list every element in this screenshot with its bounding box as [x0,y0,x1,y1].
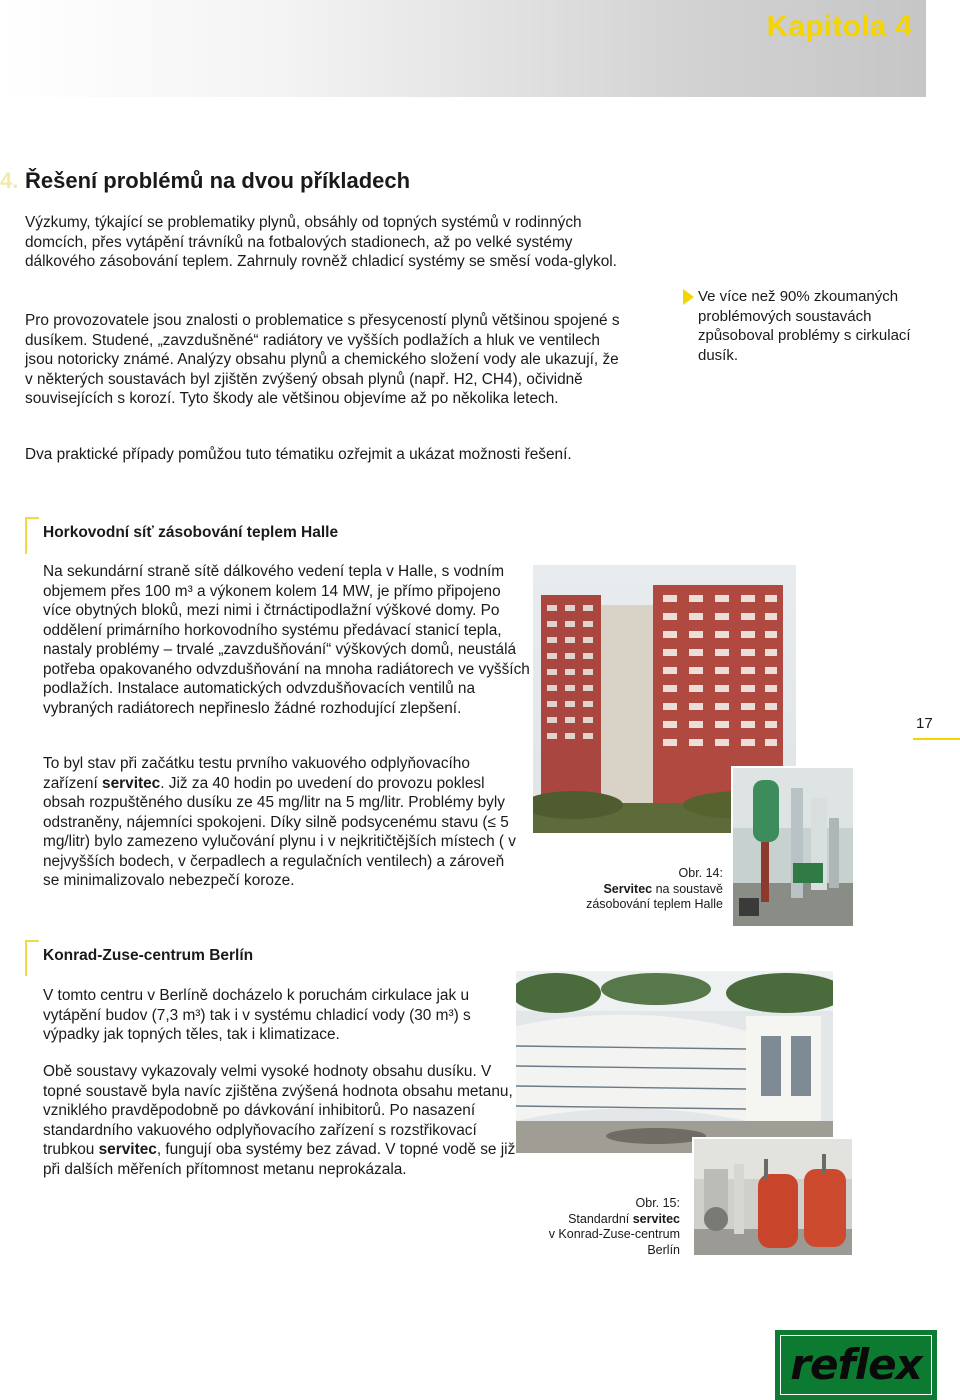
side-note: Ve více než 90% zkoumaných problémových soustavách způsoboval problémy s cirkulací dusík. [698,288,911,364]
intro-paragraph-3: Dva praktické případy pomůžou tuto tématiku ozřejmit a ukázat možnosti řešení. [25,446,572,463]
servitec-berlin-photo [692,1137,854,1257]
case1-body-2: To byl stav při začátku testu prvního vakuového odplyňovacího zařízení servitec. Již za 40 hodin po uvedení do provozu poklesl obsah rozpuštěného dusíku ze 45 mg/litr na 5 mg/litr. Problémy byly odstraněny, nájemníci spokojeni. Díky silně podsycenému stavu (≤ 5 mg/litr) bylo zamezeno vylučování plynu i v nejkritičtějších místech ( v nejvyšších bodech, v čerpadlech a regulačních ventilech) a zároveň se minimalizovalo nebezpečí koroze. [43,755,516,889]
logo-frame [780,1335,932,1395]
heading-corner-vertical [25,517,27,554]
intro-paragraph-1: Výzkumy, týkající se problematiky plynů, obsáhly od topných systémů v rodinných domcích, přes vytápění trávníků na fotbalových stadionech, až po velké systémy dálkového zásobování teplem. Zahrnuly rovněž chladicí systémy se směsí voda-glykol. [25,214,617,270]
berlin-building-photo [516,971,833,1153]
section-title: Řešení problémů na dvou příkladech [25,168,411,193]
case2-heading: Konrad-Zuse-centrum Berlín [43,947,254,964]
case1-body-1: Na sekundární straně sítě dálkového vedení tepla v Halle, s vodním objemem přes 100 m³ a výkonem kolem 14 MW, je přímo připojeno více obytných bloků, mezi nimi i čtrnáctipodlažní výškové domy. Po oddělení primárního horkovodního systému předávací stanicí tepla, nastaly problémy – trvalé „zavzdušňování“ výškových domů, neustálá potřeba opakovaného odvzdušňování na mnoha radiátorech ve vyšších podlažích. Instalace automatických odvzdušňovacích ventilů na vybraných radiátorech nepřineslo žádné rozhodující zlepšení. [43,563,530,717]
figure-14-caption: Obr. 14: Servitec na soustavě zásobování teplem Halle [586,866,723,911]
heading-corner-horizontal [25,517,39,519]
section-number: 4. [0,168,19,193]
reflex-logo [775,1330,937,1400]
chapter-label: Kapitola 4 [766,10,912,43]
product-name: servitec [98,1141,157,1158]
side-note-arrow-icon [683,289,694,305]
figure-15-caption: Obr. 15: Standardní servitec v Konrad-Zuse-centrum Berlín [548,1196,680,1257]
logo-wordmark: reflex [790,1340,922,1389]
intro-paragraph-2: Pro provozovatele jsou znalosti o problematice s přesyceností plynů většinou spojené s dusíkem. Studené, „zavzdušněné“ radiátory ve vyšších podlažích a hluk ve ventilech jsou notoricky známé. Analýzy obsahu plynů a chemického složení vody ale ukazují, že v některých soustavách byl zjištěn zvýšený obsah plynů (např. H2, CH4), očividně souvisejících s korozí. Tyto škody ale většinou objevíme až po několika letech. [25,312,620,407]
case2-body-1: V tomto centru v Berlíně docházelo k poruchám cirkulace jak u vytápění budov (7,3 m³) tak i v systému chladicí vody (30 m³) s výpadky jak topných těles, tak i klimatizace. [43,987,471,1043]
heading-corner-horizontal [25,940,39,942]
page-number: 17 [916,715,933,732]
page-number-underline [913,738,960,740]
product-name: servitec [102,774,161,792]
heading-corner-vertical [25,940,27,976]
servitec-halle-photo [731,766,855,928]
case1-heading: Horkovodní síť zásobování teplem Halle [43,524,339,541]
case2-body-2: Obě soustavy vykazovaly velmi vysoké hodnoty obsahu dusíku. V topné soustavě byla navíc zjištěna zvýšená hodnota obsahu metanu, vzniklého pravděpodobně po dávkování inhibitorů. Po nasazení standardního vakuového odplyňovacího zařízení s rozstřikovací trubkou servitec, fungují oba systémy bez závad. V topné vodě se již při dalších měřeních přítomnost metanu neprokázala. [43,1063,516,1178]
